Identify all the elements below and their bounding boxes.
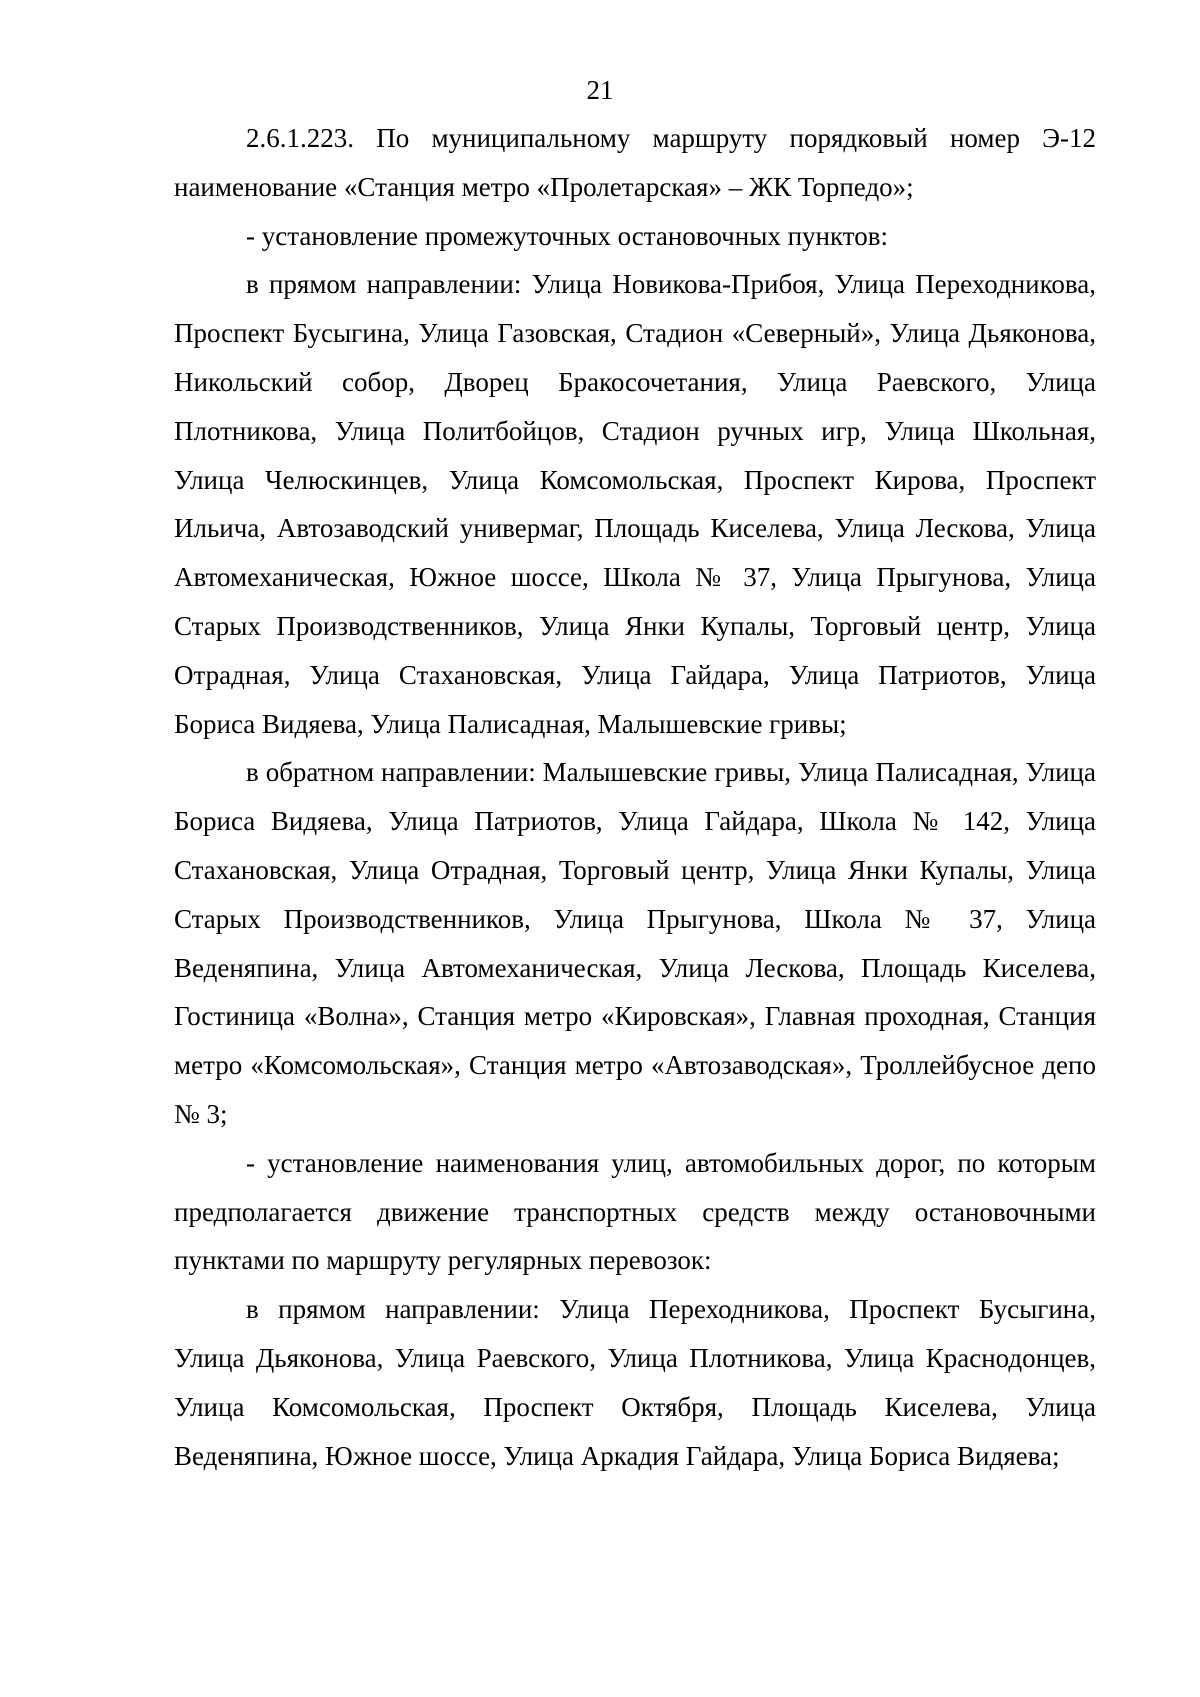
- paragraph-intermediate-stops-heading: - установление промежуточных остановочных пунктов:: [246, 220, 888, 251]
- paragraph-forward-stops: в прямом направлении: Улица Новикова-Прибоя, Улица Переходникова, Проспект Бусыгина, Улица Газовская, Стадион «Северный», Улица Дьяконова, Никольский собор, Дворец Бракосочетания, Улица Раевского, Улица Плотникова, Улица Политбойцов, Стадион ручных игр, Улица Школьная, Улица Челюскинцев, Улица Комсомольская, Проспект Кирова, Проспект Ильича, Автозаводский универмаг, Площадь Киселева, Улица Лескова, Улица Автомеханическая, Южное шоссе, Школа № 37, Улица Прыгунова, Улица Старых Производственников, Улица Янки Купалы, Торговый центр, Улица Отрадная, Улица Стахановская, Улица Гайдара, Улица Патриотов, Улица Бориса Видяева, Улица Палисадная, Малышевские гривы;: [174, 269, 1096, 739]
- document-body: [174, 114, 1096, 1480]
- paragraph-reverse-stops: в обратном направлении: Малышевские гривы, Улица Палисадная, Улица Бориса Видяева, Улица Патриотов, Улица Гайдара, Школа № 142, Улица Стахановская, Улица Отрадная, Торговый центр, Улица Янки Купалы, Улица Старых Производственников, Улица Прыгунова, Школа № 37, Улица Веденяпина, Улица Автомеханическая, Улица Лескова, Площадь Киселева, Гостиница «Волна», Станция метро «Кировская», Главная проходная, Станция метро «Комсомольская», Станция метро «Автозаводская», Троллейбусное депо № 3;: [174, 757, 1096, 1129]
- paragraph-forward-streets: в прямом направлении: Улица Переходникова, Проспект Бусыгина, Улица Дьяконова, Улица Раевского, Улица Плотникова, Улица Краснодонцев, Улица Комсомольская, Проспект Октября, Площадь Киселева, Улица Веденяпина, Южное шоссе, Улица Аркадия Гайдара, Улица Бориса Видяева;: [174, 1294, 1096, 1471]
- page-number: 21: [586, 75, 614, 105]
- paragraph-route-title: 2.6.1.223. По муниципальному маршруту порядковый номер Э-12 наименование «Станция метро «Пролетарская» – ЖК Торпедо»;: [174, 123, 1096, 202]
- paragraph-streets-heading: - установление наименования улиц, автомобильных дорог, по которым предполагается движение транспортных средств между остановочными пунктами по маршруту регулярных перевозок:: [174, 1147, 1096, 1276]
